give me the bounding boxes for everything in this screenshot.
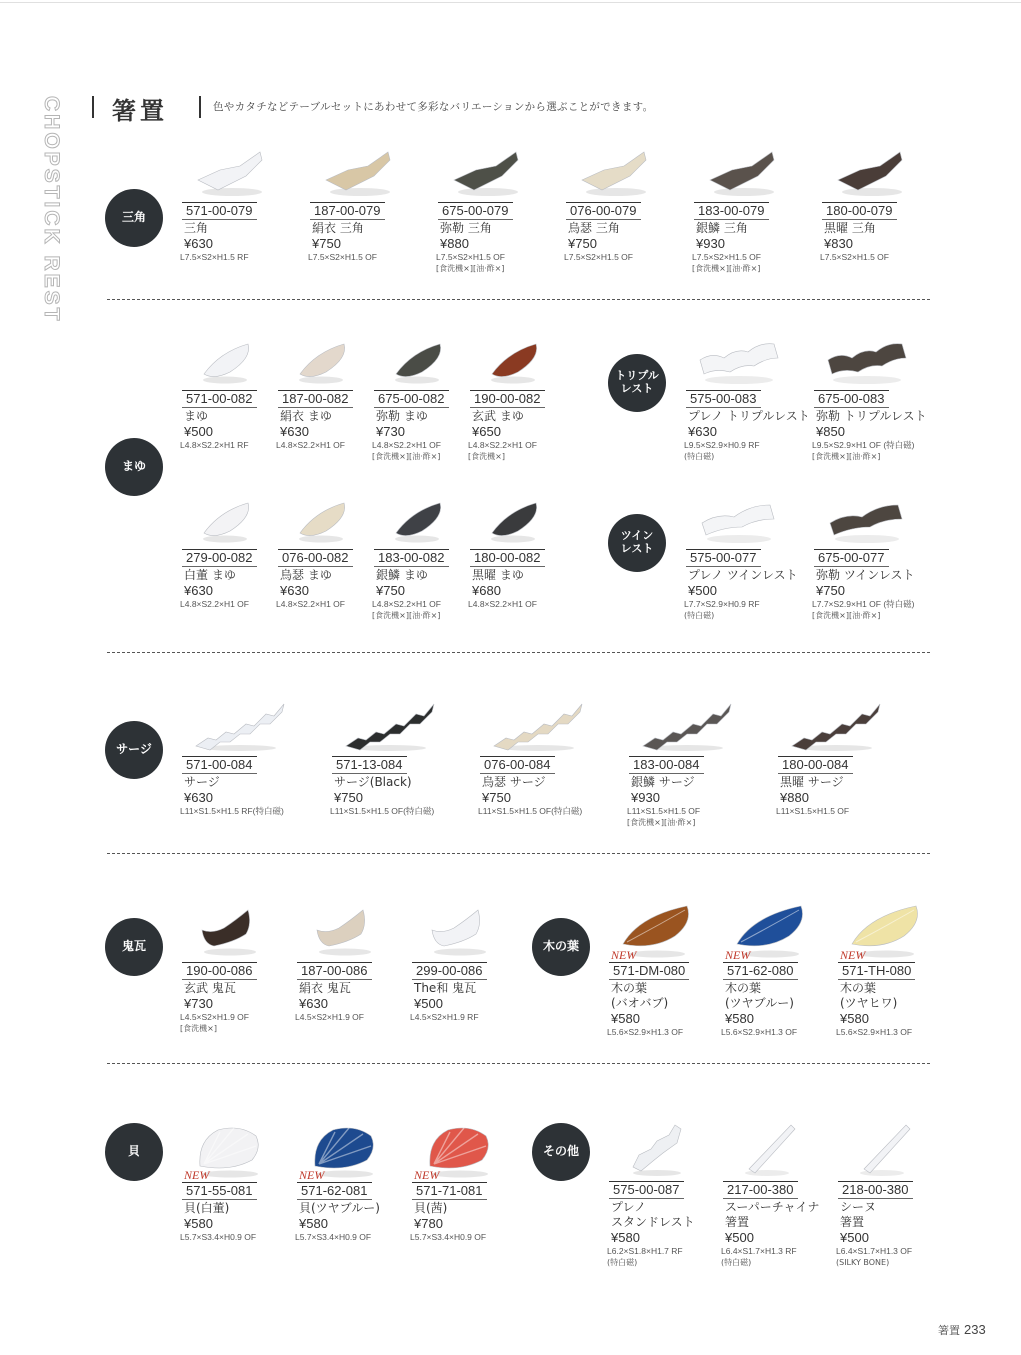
product-price: ¥880 [780,790,809,805]
product-image [180,694,306,754]
product-note: (SILKY BONE) [836,1258,890,1267]
product-code: 571-13-084 [332,756,407,774]
product-spec: L11×S1.5×H1.5 OF(特白磁) [330,806,435,816]
product-code: 575-00-083 [686,390,761,408]
product-item [776,694,902,817]
product-price: ¥750 [334,790,363,805]
product-code: 571-00-079 [182,202,257,220]
product-item [308,140,434,263]
product-name: 銀鱗 サージ [631,775,695,789]
product-name: シーヌ 箸置 [840,1200,877,1229]
product-name: スーパーチャイナ 箸置 [725,1200,820,1229]
product-image [627,694,753,754]
product-price: ¥930 [631,790,660,805]
product-item [295,900,421,1023]
product-price: ¥750 [376,583,405,598]
product-image [721,1119,847,1179]
product-note: (特白磁) [607,1258,638,1267]
product-spec: L5.7×S3.4×H0.9 OF [295,1232,372,1242]
product-item [180,1120,306,1243]
product-name: 絹衣 三角 [312,221,364,235]
product-note: [食洗機×] [180,1024,217,1033]
product-code: 190-00-086 [182,962,257,980]
product-name: 弥勒 ツインレスト [816,568,915,582]
new-label: NEW [299,1168,325,1182]
product-code: 076-00-084 [480,756,555,774]
product-image [330,694,456,754]
product-price: ¥730 [376,424,405,439]
product-price: ¥580 [184,1216,213,1231]
product-price: ¥650 [472,424,501,439]
product-code: 299-00-086 [412,962,487,980]
product-spec: L5.6×S2.9×H1.3 OF [836,1027,913,1037]
product-price: ¥750 [312,236,341,251]
product-item [564,140,690,263]
product-name: 黒曜 サージ [780,775,844,789]
product-spec: L4.8×S2.2×H1 OF [372,440,441,450]
product-note: [食洗機×][油·酢×] [812,611,881,620]
product-code: 675-00-079 [438,202,513,220]
product-code: 675-00-083 [814,390,889,408]
product-price: ¥830 [824,236,853,251]
product-image [478,694,604,754]
product-code: 571-TH-080 NEW [838,962,915,980]
product-image [684,328,810,388]
product-price: ¥630 [299,996,328,1011]
product-code: 575-00-087 [609,1181,684,1199]
product-spec: L4.8×S2.2×H1 OF [468,440,537,450]
product-price: ¥500 [840,1230,869,1245]
product-name: 貝(茜) [414,1201,448,1215]
category-badge-onigawara: 鬼瓦 [105,918,163,976]
product-spec: L5.6×S2.9×H1.3 OF [607,1027,684,1037]
product-name: 貝(白董) [184,1201,230,1215]
product-note: [食洗機×][油·酢×] [627,818,696,827]
product-spec: L11×S1.5×H1.5 OF [776,806,850,816]
product-price: ¥500 [725,1230,754,1245]
category-badge-konoha: 木の葉 [532,918,590,976]
category-badge-sankaku: 三角 [105,189,163,247]
product-note: [食洗機×][油·酢×] [436,264,505,273]
product-price: ¥580 [840,1011,869,1026]
product-item [180,900,306,1035]
product-code: 279-00-082 [182,549,257,567]
product-price: ¥630 [184,583,213,598]
product-price: ¥630 [184,236,213,251]
product-price: ¥630 [184,790,213,805]
product-name: プレノ トリプルレスト [688,409,810,423]
product-image [607,1119,733,1179]
product-note: (特白磁) [684,611,715,620]
product-code: 571-62-081 NEW [297,1182,372,1200]
product-spec: L4.8×S2.2×H1 RF [180,440,249,450]
title-bar-left [92,96,94,118]
product-name: 弥勒 まゆ [376,409,428,423]
product-spec: L4.8×S2.2×H1 OF [180,599,249,609]
product-image [468,328,594,388]
product-item [820,140,946,263]
page-number: 233 [964,1322,986,1337]
section-divider [107,652,930,653]
product-spec: L6.4×S1.7×H1.3 RF [721,1246,797,1256]
product-name: 銀鱗 まゆ [376,568,428,582]
product-image [308,140,434,200]
product-price: ¥580 [299,1216,328,1231]
product-price: ¥500 [688,583,717,598]
product-price: ¥750 [816,583,845,598]
product-price: ¥500 [414,996,443,1011]
product-image [776,694,902,754]
product-item [180,140,306,263]
product-price: ¥930 [696,236,725,251]
product-spec: L11×S1.5×H1.5 RF(特白磁) [180,806,284,816]
product-spec: L5.7×S3.4×H0.9 OF [180,1232,257,1242]
product-code: 571-00-084 [182,756,257,774]
product-price: ¥580 [611,1011,640,1026]
product-name: サージ(Black) [334,775,412,789]
product-name: 絹衣 まゆ [280,409,332,423]
product-image [436,140,562,200]
product-name: 黒曜 三角 [824,221,876,235]
product-spec: L11×S1.5×H1.5 OF(特白磁) [478,806,583,816]
category-badge-triple: トリプル レスト [608,354,666,412]
new-label: NEW [725,948,751,962]
product-item [721,1119,847,1269]
product-price: ¥580 [725,1011,754,1026]
product-image [410,900,536,960]
section-divider [107,1063,930,1064]
product-item [812,487,938,622]
product-name: 玄武 鬼瓦 [184,981,236,995]
product-name: 烏瑟 まゆ [280,568,332,582]
product-price: ¥630 [688,424,717,439]
product-spec: L4.5×S2×H1.9 RF [410,1012,479,1022]
product-name: 銀鱗 三角 [696,221,748,235]
product-spec: L9.5×S2.9×H1 OF (特白磁) [812,440,915,450]
product-code: 183-00-084 [629,756,704,774]
product-name: 貝(ツヤブルー) [299,1201,380,1215]
product-price: ¥730 [184,996,213,1011]
product-price: ¥750 [482,790,511,805]
category-badge-mayu: まゆ [105,438,163,496]
product-price: ¥850 [816,424,845,439]
product-image [468,487,594,547]
product-name: 烏瑟 三角 [568,221,620,235]
product-code: 190-00-082 [470,390,545,408]
product-price: ¥750 [568,236,597,251]
product-note: [食洗機×] [468,452,505,461]
product-name: プレノ ツインレスト [688,568,798,582]
product-image [564,140,690,200]
product-spec: L11×S1.5×H1.5 OF [627,806,701,816]
product-price: ¥780 [414,1216,443,1231]
product-name: 弥勒 トリプルレスト [816,409,927,423]
footer-label: 箸置 [938,1324,960,1337]
product-spec: L4.5×S2×H1.9 OF [295,1012,364,1022]
product-item [436,140,562,275]
product-code: 180-00-082 [470,549,545,567]
product-spec: L7.5×S2×H1.5 OF [820,252,889,262]
product-code: 218-00-380 [838,1181,913,1199]
product-image [180,900,306,960]
new-label: NEW [611,948,637,962]
product-name: 白董 まゆ [184,568,236,582]
product-spec: L4.8×S2.2×H1 OF [372,599,441,609]
product-image [692,140,818,200]
product-code: 183-00-082 [374,549,449,567]
product-note: (特白磁) [684,452,715,461]
product-name: 絹衣 鬼瓦 [299,981,351,995]
product-image [812,328,938,388]
product-spec: L7.5×S2×H1.5 RF [180,252,249,262]
product-name: 三角 [184,221,209,235]
product-spec: L6.2×S1.8×H1.7 RF [607,1246,683,1256]
product-code: 217-00-380 [723,1181,798,1199]
product-price: ¥680 [472,583,501,598]
page-title: 箸置 [112,97,168,125]
product-spec: L7.7×S2.9×H0.9 RF [684,599,760,609]
product-item [836,900,962,1038]
product-name: 木の葉 (ツヤヒワ) [840,981,898,1010]
product-item [684,328,810,463]
product-spec: L5.7×S3.4×H0.9 OF [410,1232,487,1242]
product-name: 木の葉 (ツヤブルー) [725,981,794,1010]
product-note: [食洗機×][油·酢×] [812,452,881,461]
product-name: 弥勒 三角 [440,221,492,235]
product-item [812,328,938,463]
product-price: ¥880 [440,236,469,251]
product-item [478,694,604,817]
new-label: NEW [840,948,866,962]
product-code: 183-00-079 [694,202,769,220]
product-item [180,694,306,817]
new-label: NEW [184,1168,210,1182]
product-spec: L4.8×S2.2×H1 OF [276,440,345,450]
product-note: (特白磁) [721,1258,752,1267]
product-image [820,140,946,200]
product-image [684,487,810,547]
page-subtitle: 色やカタチなどテーブルセットにあわせて多彩なバリエーションから選ぶことができます。 [213,101,654,113]
category-badge-kai: 貝 [105,1123,163,1181]
product-name: 黒曜 まゆ [472,568,524,582]
product-note: [食洗機×][油·酢×] [372,611,441,620]
product-name: 玄武 まゆ [472,409,524,423]
product-code: 571-71-081 NEW [412,1182,487,1200]
product-code: 571-00-082 [182,390,257,408]
product-code: 187-00-082 [278,390,353,408]
product-item [410,1120,536,1243]
product-name: プレノ スタンドレスト [611,1200,695,1229]
top-rule [0,2,1021,3]
product-item [330,694,456,817]
product-price: ¥630 [280,583,309,598]
product-item [836,1119,962,1269]
product-image [180,140,306,200]
product-code: 675-00-077 [814,549,889,567]
page-footer [938,1322,986,1338]
product-spec: L4.5×S2×H1.9 OF [180,1012,249,1022]
product-spec: L4.8×S2.2×H1 OF [468,599,537,609]
product-spec: L5.6×S2.9×H1.3 OF [721,1027,798,1037]
product-item [684,487,810,622]
product-spec: L4.8×S2.2×H1 OF [276,599,345,609]
product-code: 187-00-086 [297,962,372,980]
product-item [692,140,818,275]
product-image [812,487,938,547]
product-name: サージ [184,775,220,789]
product-code: 571-62-080 NEW [723,962,798,980]
category-badge-surge: サージ [105,721,163,779]
product-item [607,900,733,1038]
product-spec: L7.7×S2.9×H1 OF (特白磁) [812,599,915,609]
product-note: [食洗機×][油·酢×] [692,264,761,273]
product-spec: L7.5×S2×H1.5 OF [692,252,761,262]
product-code: 675-00-082 [374,390,449,408]
product-item [627,694,753,829]
product-spec: L9.5×S2.9×H0.9 RF [684,440,760,450]
product-name: 木の葉 (バオバブ) [611,981,669,1010]
product-code: 575-00-077 [686,549,761,567]
title-bar-right [199,96,201,118]
product-price: ¥630 [280,424,309,439]
product-code: 180-00-084 [778,756,853,774]
product-name: 烏瑟 サージ [482,775,546,789]
product-spec: L7.5×S2×H1.5 OF [564,252,633,262]
product-item [295,1120,421,1243]
product-code: 571-55-081 NEW [182,1182,257,1200]
new-label: NEW [414,1168,440,1182]
category-badge-sonota: その他 [532,1123,590,1181]
product-code: 076-00-082 [278,549,353,567]
product-item [468,487,594,610]
product-price: ¥500 [184,424,213,439]
vertical-title: CHOPSTICK REST [40,96,63,324]
product-item [410,900,536,1023]
product-image [295,900,421,960]
product-spec: L7.5×S2×H1.5 OF [436,252,505,262]
product-name: The和 鬼瓦 [414,981,477,995]
product-name: まゆ [184,409,209,423]
section-divider [107,853,930,854]
product-code: 571-DM-080 NEW [609,962,689,980]
section-divider [107,299,930,300]
product-spec: L7.5×S2×H1.5 OF [308,252,377,262]
product-item [721,900,847,1038]
product-code: 180-00-079 [822,202,897,220]
product-note: [食洗機×][油·酢×] [372,452,441,461]
product-item [468,328,594,463]
product-image [836,1119,962,1179]
category-badge-twin: ツイン レスト [608,514,666,572]
product-item [607,1119,733,1269]
product-spec: L6.4×S1.7×H1.3 OF [836,1246,913,1256]
product-code: 076-00-079 [566,202,641,220]
product-price: ¥580 [611,1230,640,1245]
product-code: 187-00-079 [310,202,385,220]
